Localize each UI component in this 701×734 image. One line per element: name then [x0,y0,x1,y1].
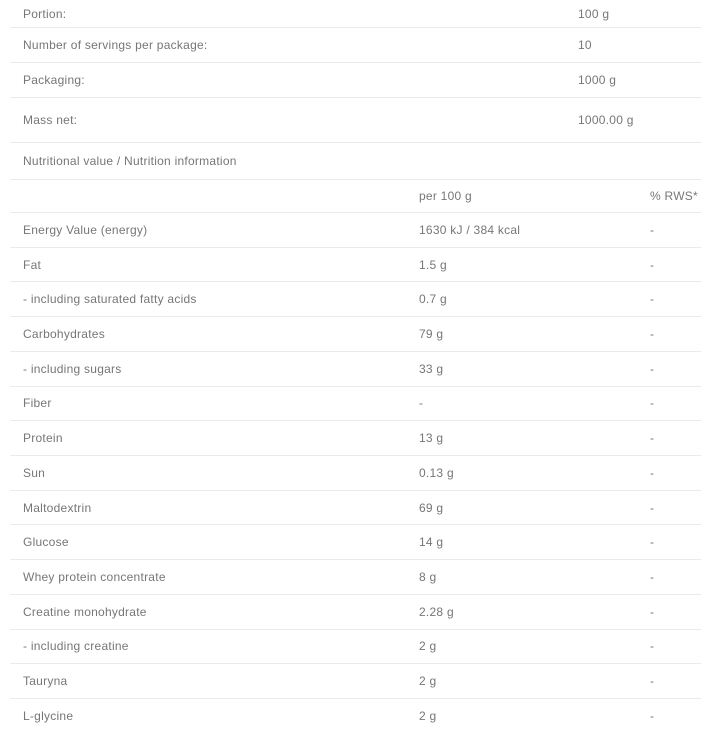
nutrition-table-row [10,421,701,456]
nutrition-table-row [10,248,701,283]
nutrient-label: Fiber [23,396,52,411]
nutrient-per-100g-value: 33 g [419,361,444,376]
nutrient-per-100g-value: 14 g [419,535,444,550]
nutrient-rws-value: - [650,674,655,689]
nutrient-per-100g-value: 69 g [419,500,444,515]
nutrient-label: Creatine monohydrate [23,604,147,619]
nutrient-rws-value: - [650,570,655,585]
nutrient-per-100g-value: 2 g [419,709,437,724]
info-row-value: 1000 g [578,73,617,87]
product-info-row [10,98,701,143]
nutrition-table-row [10,213,701,248]
nutrition-table-row [10,282,701,317]
nutrient-rws-value: - [650,396,655,411]
column-header-rws: % RWS* [650,189,698,203]
nutrient-label: Sun [23,465,46,480]
nutrient-per-100g-value: 2.28 g [419,604,454,619]
nutrient-rws-value: - [650,709,655,724]
nutrient-label: - including saturated fatty acids [23,292,197,307]
info-row-value: 1000.00 g [578,113,634,127]
nutrient-rws-value: - [650,604,655,619]
nutrient-per-100g-value: 1.5 g [419,257,447,272]
nutrient-per-100g-value: 13 g [419,431,444,446]
nutrition-table-row [10,525,701,560]
nutrition-table-header-row [10,180,701,213]
nutrient-label: Tauryna [23,674,68,689]
nutrient-label: - including sugars [23,361,122,376]
info-row-value: 10 [578,38,592,52]
info-row-label: Packaging: [23,73,85,87]
nutrient-label: Whey protein concentrate [23,570,166,585]
nutrition-table-body [10,213,701,734]
info-row-value: 100 g [578,6,610,21]
nutrition-table-row [10,387,701,422]
info-row-label: Portion: [23,6,67,21]
nutrient-rws-value: - [650,431,655,446]
info-row-label: Mass net: [23,113,78,127]
nutrient-label: - including creatine [23,639,129,654]
nutrient-per-100g-value: 0.7 g [419,292,447,307]
nutrition-table-row [10,630,701,665]
nutrition-table-row [10,595,701,630]
nutrient-label: Glucose [23,535,69,550]
column-header-per-100g: per 100 g [419,189,472,203]
nutrient-per-100g-value: 8 g [419,570,437,585]
nutrition-table-row [10,560,701,595]
nutrient-label: Protein [23,431,63,446]
nutrient-per-100g-value: 0.13 g [419,465,454,480]
product-info-row [10,28,701,63]
nutrition-table-row [10,664,701,699]
nutrient-rws-value: - [650,465,655,480]
nutrient-label: Carbohydrates [23,327,105,342]
nutrient-rws-value: - [650,257,655,272]
nutrient-label: Fat [23,257,42,272]
nutrient-rws-value: - [650,327,655,342]
product-info-row [10,0,701,28]
nutrition-table-row [10,699,701,734]
nutrition-table-row [10,491,701,526]
info-row-label: Number of servings per package: [23,38,208,52]
nutrition-section-header [10,143,701,180]
nutrient-per-100g-value: 1630 kJ / 384 kcal [419,222,521,237]
nutrient-label: L-glycine [23,709,74,724]
nutrient-label: Maltodextrin [23,500,92,515]
nutrient-rws-value: - [650,535,655,550]
nutrient-rws-value: - [650,292,655,307]
nutrition-table-row [10,352,701,387]
nutrient-rws-value: - [650,222,655,237]
nutrition-section-title: Nutritional value / Nutrition information [23,154,237,168]
nutrition-table-row [10,317,701,352]
nutrient-rws-value: - [650,639,655,654]
product-info-table [10,0,701,143]
nutrient-rws-value: - [650,361,655,376]
nutrient-label: Energy Value (energy) [23,222,148,237]
nutrition-table-row [10,456,701,491]
nutrient-per-100g-value: 79 g [419,327,444,342]
nutrient-per-100g-value: - [419,396,424,411]
product-info-row [10,63,701,98]
nutrient-per-100g-value: 2 g [419,674,437,689]
product-details-panel [10,0,701,734]
nutrient-per-100g-value: 2 g [419,639,437,654]
nutrient-rws-value: - [650,500,655,515]
